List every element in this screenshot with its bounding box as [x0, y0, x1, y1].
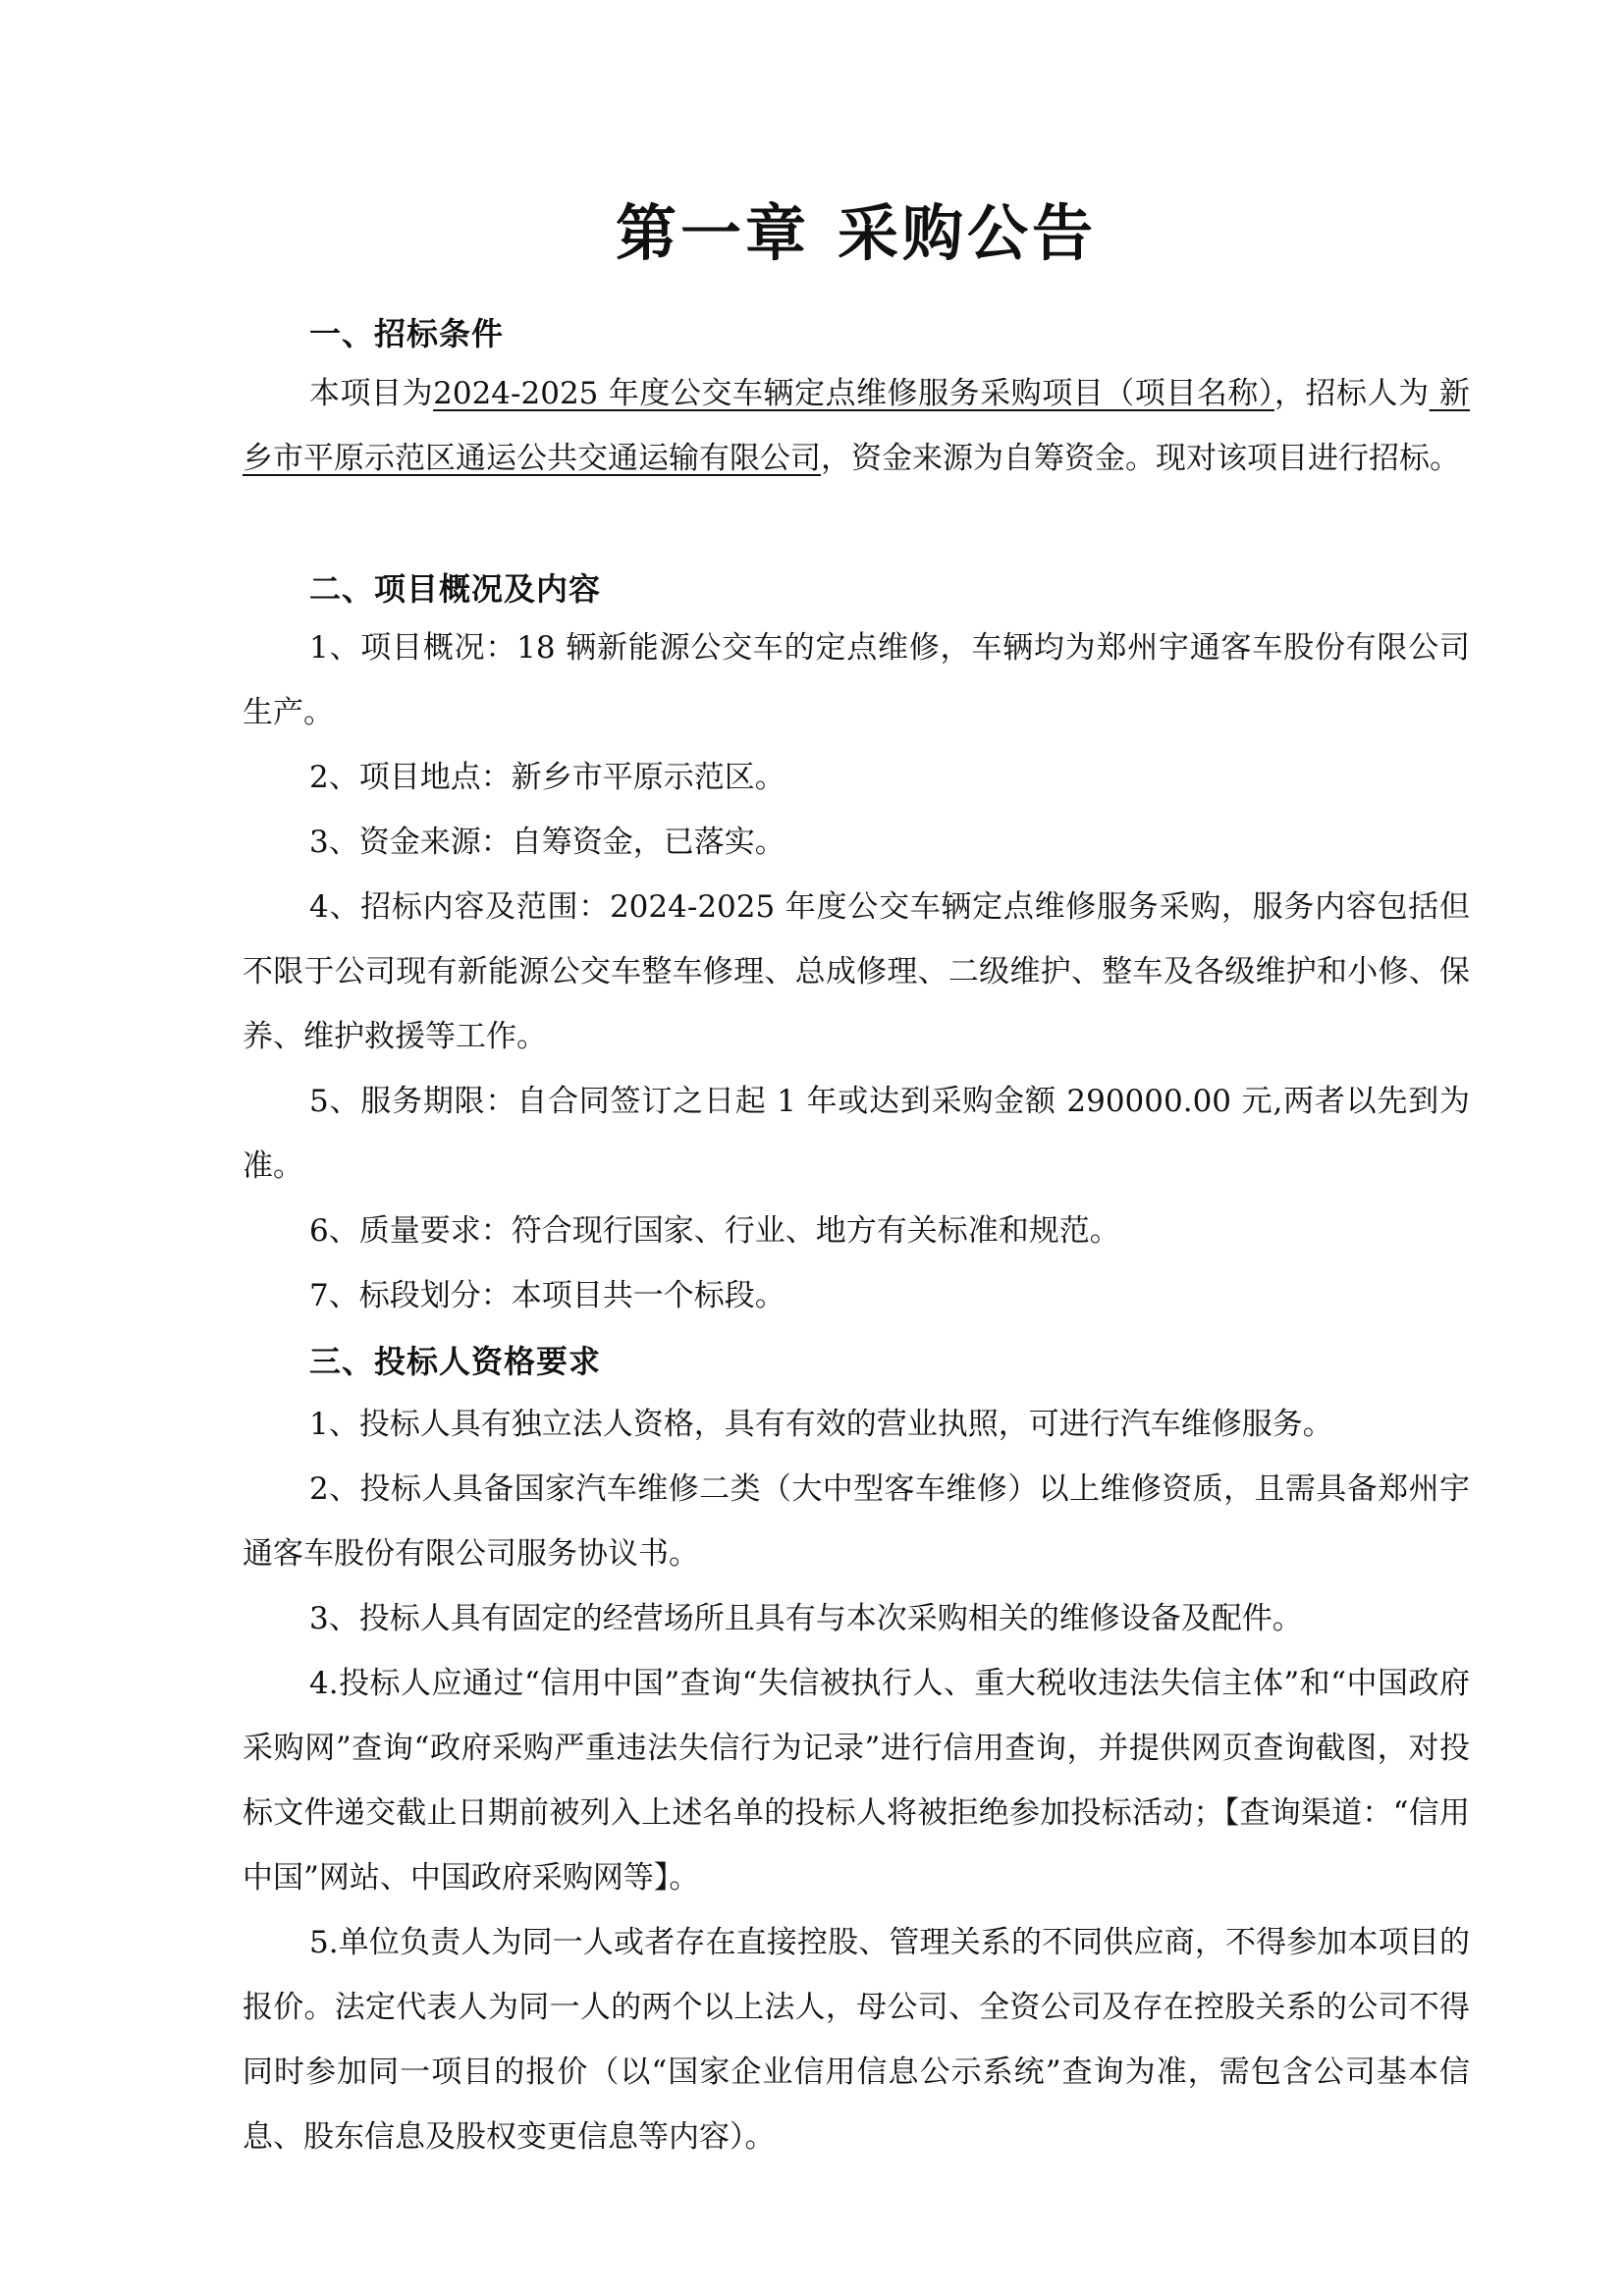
page-title — [243, 194, 1470, 273]
project-name: 2024-2025 年度公交车辆定点维修服务采购项目（项目名称） — [433, 376, 1274, 411]
section-heading-2: 二、项目概况及内容 — [309, 570, 602, 608]
section-3-item: 4.投标人应通过“信用中国”查询“失信被执行人、重大税收违法失信主体”和“中国政府采购网”查询“政府采购严重违法失信行为记录”进行信用查询，并提供网页查询截图，对投标文件递交截止日期前被列入上述名单的投标人将被拒绝参加投标活动；【查询渠道：“信用中国”网站、中国政府采购网等】。 — [243, 1666, 1470, 1896]
section-3-item: 2、投标人具备国家汽车维修二类（大中型客车维修）以上维修资质，且需具备郑州宇通客车股份有限公司服务协议书。 — [243, 1471, 1470, 1572]
tenderer-name: 新乡市平原示范区通运公共交通运输有限公司 — [243, 376, 1470, 476]
section-1-paragraph: 本项目为2024-2025 年度公交车辆定点维修服务采购项目（项目名称），招标人为 新乡市平原示范区通运公共交通运输有限公司，资金来源为自筹资金。现对该项目进行招标。 — [243, 376, 1470, 476]
section-2-item: 3、资金来源：自筹资金，已落实。 — [309, 825, 785, 860]
section-heading-1: 一、招标条件 — [309, 315, 505, 352]
section-3-item: 1、投标人具有独立法人资格，具有有效的营业执照，可进行汽车维修服务。 — [309, 1407, 1333, 1442]
section-2-item: 4、招标内容及范围：2024-2025 年度公交车辆定点维修服务采购，服务内容包括但不限于公司现有新能源公交车整车修理、总成修理、二级维护、整车及各级维护和小修、保养、维护救援等工作。 — [243, 889, 1470, 1054]
section-2-item: 2、项目地点：新乡市平原示范区。 — [309, 760, 785, 795]
section-heading-3: 三、投标人资格要求 — [309, 1343, 602, 1380]
title-text: 采购公告 — [838, 197, 1098, 269]
title-chapter: 第一章 — [615, 197, 810, 269]
section-2-item: 6、质量要求：符合现行国家、行业、地方有关标准和规范。 — [309, 1213, 1120, 1249]
section-2-item: 7、标段划分：本项目共一个标段。 — [309, 1278, 785, 1313]
section-3-item: 3、投标人具有固定的经营场所且具有与本次采购相关的维修设备及配件。 — [309, 1601, 1303, 1636]
section-2-item: 1、项目概况：18 辆新能源公交车的定点维修，车辆均为郑州宇通客车股份有限公司生产。 — [243, 630, 1470, 730]
section-3-item: 5.单位负责人为同一人或者存在直接控股、管理关系的不同供应商，不得参加本项目的报价。法定代表人为同一人的两个以上法人，母公司、全资公司及存在控股关系的公司不得同时参加同一项目的报价（以“国家企业信用信息公示系统”查询为准，需包含公司基本信息、股东信息及股权变更信息等内容）。 — [243, 1925, 1470, 2155]
section-2-item: 5、服务期限：自合同签订之日起 1 年或达到采购金额 290000.00 元,两者以先到为准。 — [243, 1084, 1470, 1184]
